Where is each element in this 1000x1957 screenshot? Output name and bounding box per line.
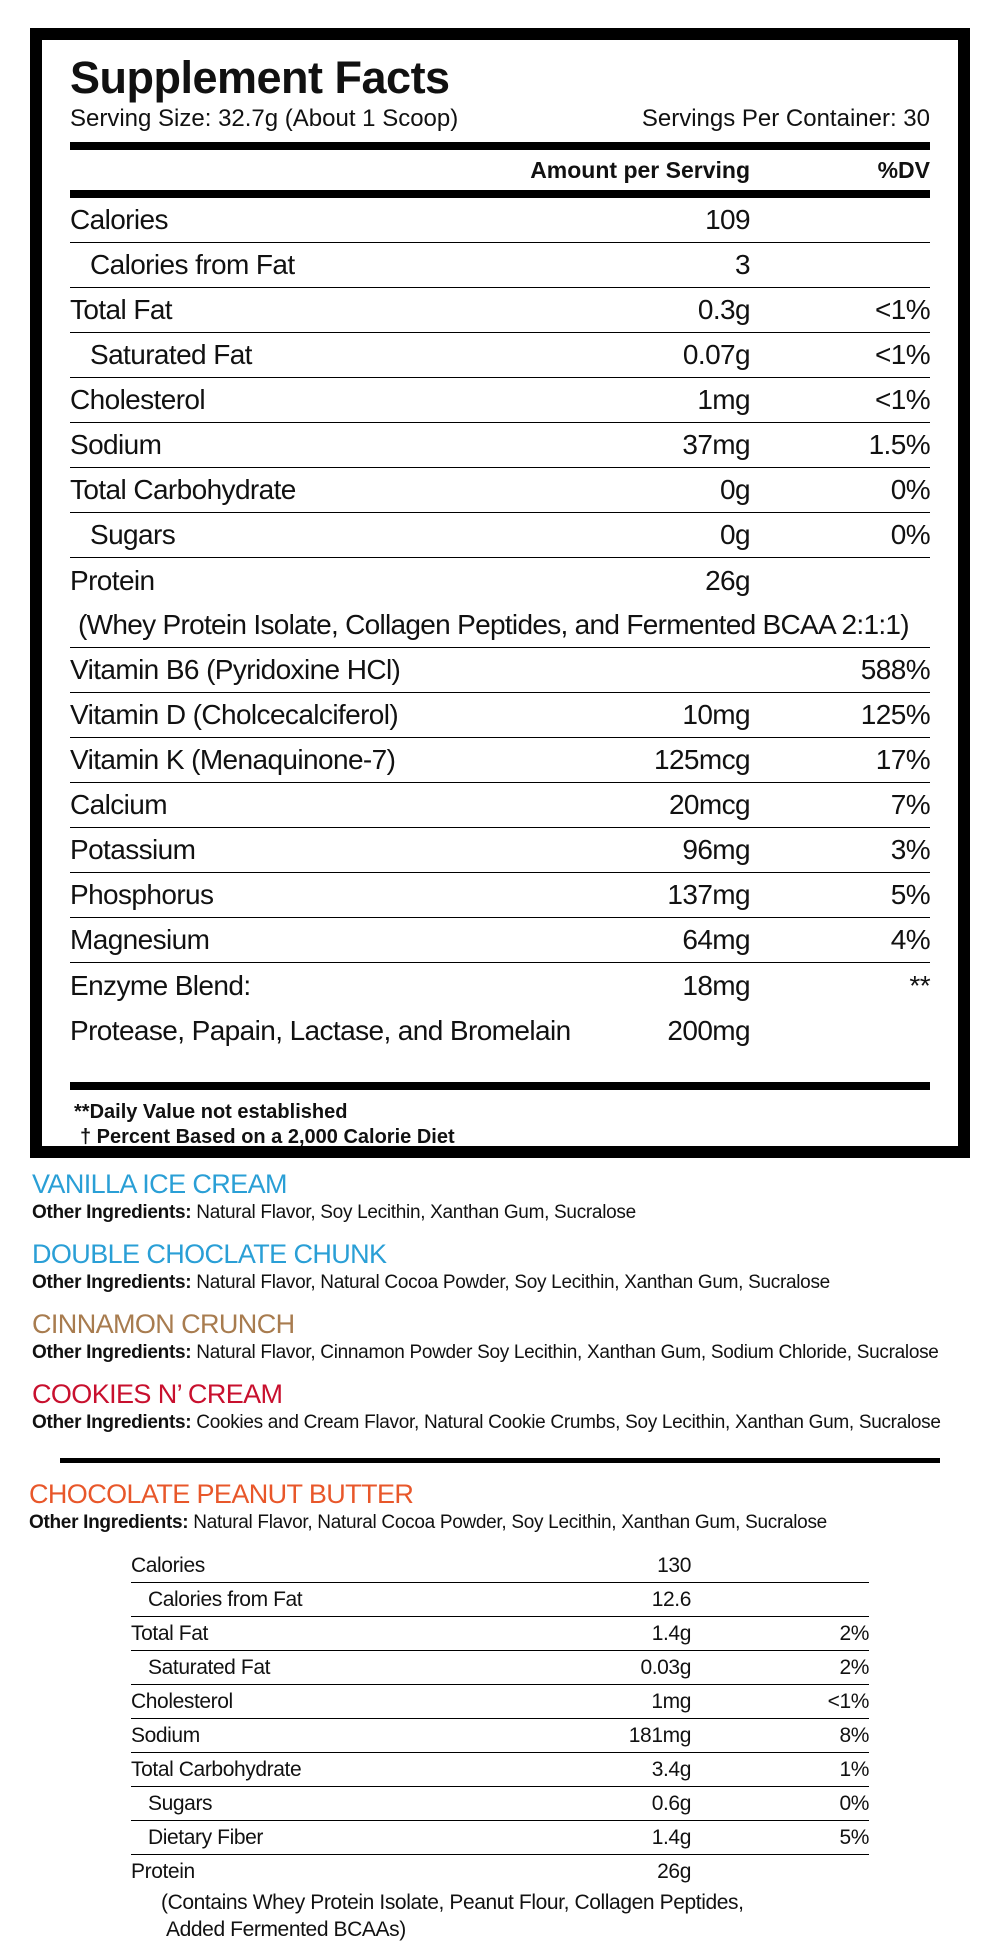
enzyme-blend-components bbox=[70, 1008, 930, 1053]
nutrient-amount: 125mcg bbox=[653, 744, 750, 775]
nutrient-dv: <1% bbox=[827, 1689, 869, 1713]
protein-source-note: Added Fermented BCAAs) bbox=[166, 1918, 406, 1941]
nutrient-amount: 0.6g bbox=[651, 1791, 691, 1815]
nutrient-row-total-fat bbox=[70, 288, 930, 333]
nutrient-name: Phosphorus bbox=[70, 879, 214, 910]
nutrient-dv: 7% bbox=[890, 789, 930, 820]
flavor-ingredients bbox=[32, 1410, 941, 1436]
protein-source-note: (Contains Whey Protein Isolate, Peanut Flour, Collagen Peptides, bbox=[161, 1891, 744, 1914]
nutrient-name: Saturated Fat bbox=[90, 339, 252, 370]
nutrient-amount: 1.4g bbox=[651, 1825, 691, 1849]
nutrient-dv: <1% bbox=[874, 339, 930, 370]
flavor-name: COOKIES N’ CREAM bbox=[32, 1379, 283, 1409]
nutrient-row-sugars bbox=[70, 513, 930, 558]
protein-source-note: (Whey Protein Isolate, Collagen Peptides, and Fermented BCAA 2:1:1) bbox=[70, 603, 930, 648]
nutrient-row-potassium bbox=[70, 828, 930, 873]
ingredients-label: Other Ingredients: bbox=[32, 1342, 192, 1363]
nutrient-dv: 2% bbox=[839, 1655, 869, 1679]
flavor-vanilla-ice-cream bbox=[32, 1168, 636, 1226]
ingredients-list: Natural Flavor, Natural Cocoa Powder, Soy Lecithin, Xanthan Gum, Sucralose bbox=[191, 1272, 830, 1293]
nutrient-name: Calories bbox=[70, 204, 168, 235]
footnote-calorie-diet: † Percent Based on a 2,000 Calorie Diet bbox=[80, 1126, 455, 1148]
nutrient-amount: 181mg bbox=[628, 1723, 691, 1747]
nutrient-name: Total Carbohydrate bbox=[70, 474, 296, 505]
nutrient-name: Sodium bbox=[70, 429, 162, 460]
nutrient-amount: 130 bbox=[657, 1553, 691, 1577]
serving-info bbox=[70, 104, 930, 134]
table-row bbox=[131, 1549, 869, 1583]
nutrient-amount: 26g bbox=[657, 1860, 691, 1883]
flavor-ingredients bbox=[32, 1200, 636, 1226]
flavor-cinnamon-crunch bbox=[32, 1308, 939, 1366]
nutrient-amount: 1mg bbox=[697, 384, 750, 415]
flavor-name: VANILLA ICE CREAM bbox=[32, 1169, 287, 1199]
nutrient-dv: 0% bbox=[890, 474, 930, 505]
nutrient-dv: 17% bbox=[875, 744, 930, 775]
nutrient-amount: 0g bbox=[720, 474, 750, 505]
nutrient-row-vitamin-b6 bbox=[70, 648, 930, 693]
nutrient-amount: 96mg bbox=[682, 834, 750, 865]
nutrient-amount: 26g bbox=[705, 564, 750, 596]
nutrient-dv: 4% bbox=[890, 924, 930, 955]
nutrient-row-calories-from-fat bbox=[70, 243, 930, 288]
header-amount: Amount per Serving bbox=[530, 156, 750, 183]
nutrient-amount: 12.6 bbox=[651, 1587, 691, 1611]
nutrient-name: Calories bbox=[131, 1553, 205, 1577]
nutrient-amount: 1mg bbox=[651, 1689, 691, 1713]
flavor-name: CHOCOLATE PEANUT BUTTER bbox=[29, 1479, 414, 1509]
nutrient-name: Vitamin K (Menaquinone-7) bbox=[70, 744, 396, 775]
ingredients-label: Other Ingredients: bbox=[32, 1272, 192, 1293]
nutrient-name: Saturated Fat bbox=[148, 1655, 271, 1679]
nutrient-dv: 5% bbox=[839, 1825, 869, 1849]
table-row bbox=[131, 1753, 869, 1787]
ingredients-list: Natural Flavor, Cinnamon Powder Soy Lecithin, Xanthan Gum, Sodium Chloride, Sucralose bbox=[191, 1342, 939, 1363]
nutrient-name: Total Fat bbox=[70, 294, 172, 325]
nutrient-amount: 64mg bbox=[682, 924, 750, 955]
nutrient-amount: 37mg bbox=[682, 429, 750, 460]
table-row bbox=[131, 1617, 869, 1651]
nutrient-dv: 2% bbox=[839, 1621, 869, 1645]
flavor-ingredients bbox=[32, 1340, 939, 1366]
nutrient-amount: 20mcg bbox=[668, 789, 750, 820]
nutrient-amount: 0g bbox=[720, 519, 750, 550]
footnote-dv: **Daily Value not established bbox=[74, 1101, 348, 1123]
nutrient-name: Protein bbox=[70, 564, 155, 596]
cpb-nutrition-table bbox=[131, 1549, 869, 1943]
nutrient-row-magnesium bbox=[70, 918, 930, 963]
nutrient-amount: 3 bbox=[735, 249, 750, 280]
table-row bbox=[131, 1583, 869, 1617]
nutrient-amount: 1.4g bbox=[651, 1621, 691, 1645]
nutrient-row-saturated-fat bbox=[70, 333, 930, 378]
nutrient-name: Sugars bbox=[90, 519, 176, 550]
facts-title: Supplement Facts bbox=[70, 52, 450, 103]
serving-size: Serving Size: 32.7g (About 1 Scoop) bbox=[70, 105, 459, 132]
table-row bbox=[131, 1821, 869, 1855]
nutrient-dv: 8% bbox=[839, 1723, 869, 1747]
flavor-ingredients bbox=[29, 1510, 827, 1536]
nutrient-name: Protease, Papain, Lactase, and Bromelain bbox=[70, 1014, 571, 1046]
section-divider bbox=[60, 1458, 940, 1463]
nutrient-dv: 588% bbox=[860, 654, 930, 685]
nutrient-amount: 10mg bbox=[682, 699, 750, 730]
servings-per-container: Servings Per Container: 30 bbox=[641, 105, 930, 132]
nutrient-name: Cholesterol bbox=[131, 1689, 233, 1713]
flavor-chocolate-peanut-butter bbox=[29, 1478, 827, 1536]
nutrient-name: Enzyme Blend: bbox=[70, 969, 251, 1001]
flavor-cookies-n-cream bbox=[32, 1378, 941, 1436]
nutrient-row-calcium bbox=[70, 783, 930, 828]
table-row bbox=[131, 1685, 869, 1719]
footnotes bbox=[74, 1100, 455, 1150]
table-row bbox=[131, 1651, 869, 1685]
nutrient-amount: 137mg bbox=[667, 879, 750, 910]
flavor-name: CINNAMON CRUNCH bbox=[32, 1309, 295, 1339]
table-row bbox=[131, 1719, 869, 1753]
nutrient-amount: 0.03g bbox=[640, 1655, 691, 1679]
ingredients-label: Other Ingredients: bbox=[32, 1412, 192, 1433]
nutrient-row-enzyme-blend bbox=[70, 963, 930, 1008]
nutrient-dv: <1% bbox=[874, 294, 930, 325]
nutrient-amount: 0.3g bbox=[697, 294, 750, 325]
nutrient-name: Total Fat bbox=[131, 1621, 208, 1645]
nutrient-dv: 3% bbox=[890, 834, 930, 865]
nutrient-row-total-carbohydrate bbox=[70, 468, 930, 513]
nutrient-row-vitamin-d bbox=[70, 693, 930, 738]
nutrient-amount: 200mg bbox=[667, 1014, 750, 1046]
nutrient-name: Vitamin B6 (Pyridoxine HCl) bbox=[70, 654, 401, 685]
header-dv: %DV bbox=[877, 156, 930, 183]
nutrient-row-sodium bbox=[70, 423, 930, 468]
thick-rule bbox=[70, 142, 930, 150]
nutrient-amount: 0.07g bbox=[682, 339, 750, 370]
nutrient-dv: ** bbox=[909, 969, 930, 1001]
flavor-name: DOUBLE CHOCLATE CHUNK bbox=[32, 1239, 387, 1269]
table-row bbox=[131, 1855, 869, 1889]
thick-rule bbox=[70, 190, 930, 198]
supplement-facts-panel bbox=[30, 28, 970, 1158]
nutrient-name: Calcium bbox=[70, 789, 167, 820]
nutrient-name: Total Carbohydrate bbox=[131, 1757, 302, 1781]
column-header bbox=[70, 150, 930, 190]
ingredients-label: Other Ingredients: bbox=[32, 1202, 192, 1223]
nutrient-name: Calories from Fat bbox=[148, 1587, 303, 1611]
nutrient-name: Dietary Fiber bbox=[148, 1825, 263, 1849]
ingredients-label: Other Ingredients: bbox=[29, 1512, 189, 1533]
ingredients-list: Natural Flavor, Natural Cocoa Powder, Soy Lecithin, Xanthan Gum, Sucralose bbox=[188, 1512, 827, 1533]
nutrient-amount: 18mg bbox=[682, 969, 750, 1001]
nutrient-dv: 125% bbox=[860, 699, 930, 730]
nutrient-name: Magnesium bbox=[70, 924, 210, 955]
nutrient-row-cholesterol bbox=[70, 378, 930, 423]
nutrient-row-phosphorus bbox=[70, 873, 930, 918]
nutrient-row-vitamin-k bbox=[70, 738, 930, 783]
nutrient-dv: 1.5% bbox=[868, 429, 930, 460]
nutrient-dv: <1% bbox=[874, 384, 930, 415]
nutrient-row-protein bbox=[70, 558, 930, 603]
nutrient-dv: 5% bbox=[890, 879, 930, 910]
nutrient-name: Calories from Fat bbox=[90, 249, 295, 280]
flavor-double-choclate-chunk bbox=[32, 1238, 830, 1296]
nutrient-name: Cholesterol bbox=[70, 384, 206, 415]
nutrient-name: Vitamin D (Cholcecalciferol) bbox=[70, 699, 399, 730]
nutrient-dv: 0% bbox=[890, 519, 930, 550]
nutrient-dv: 0% bbox=[839, 1791, 869, 1815]
nutrient-row-calories bbox=[70, 198, 930, 243]
nutrient-name: Protein bbox=[131, 1860, 195, 1883]
ingredients-list: Cookies and Cream Flavor, Natural Cookie Crumbs, Soy Lecithin, Xanthan Gum, Sucralose bbox=[191, 1412, 941, 1433]
nutrient-name: Potassium bbox=[70, 834, 196, 865]
ingredients-list: Natural Flavor, Soy Lecithin, Xanthan Gum, Sucralose bbox=[191, 1202, 636, 1223]
nutrient-amount: 3.4g bbox=[651, 1757, 691, 1781]
thick-rule bbox=[70, 1082, 930, 1090]
nutrient-name: Sodium bbox=[131, 1723, 200, 1747]
table-row bbox=[131, 1787, 869, 1821]
flavor-ingredients bbox=[32, 1270, 830, 1296]
nutrient-amount: 109 bbox=[705, 204, 750, 235]
nutrient-name: Sugars bbox=[148, 1791, 213, 1815]
nutrient-dv: 1% bbox=[839, 1757, 869, 1781]
